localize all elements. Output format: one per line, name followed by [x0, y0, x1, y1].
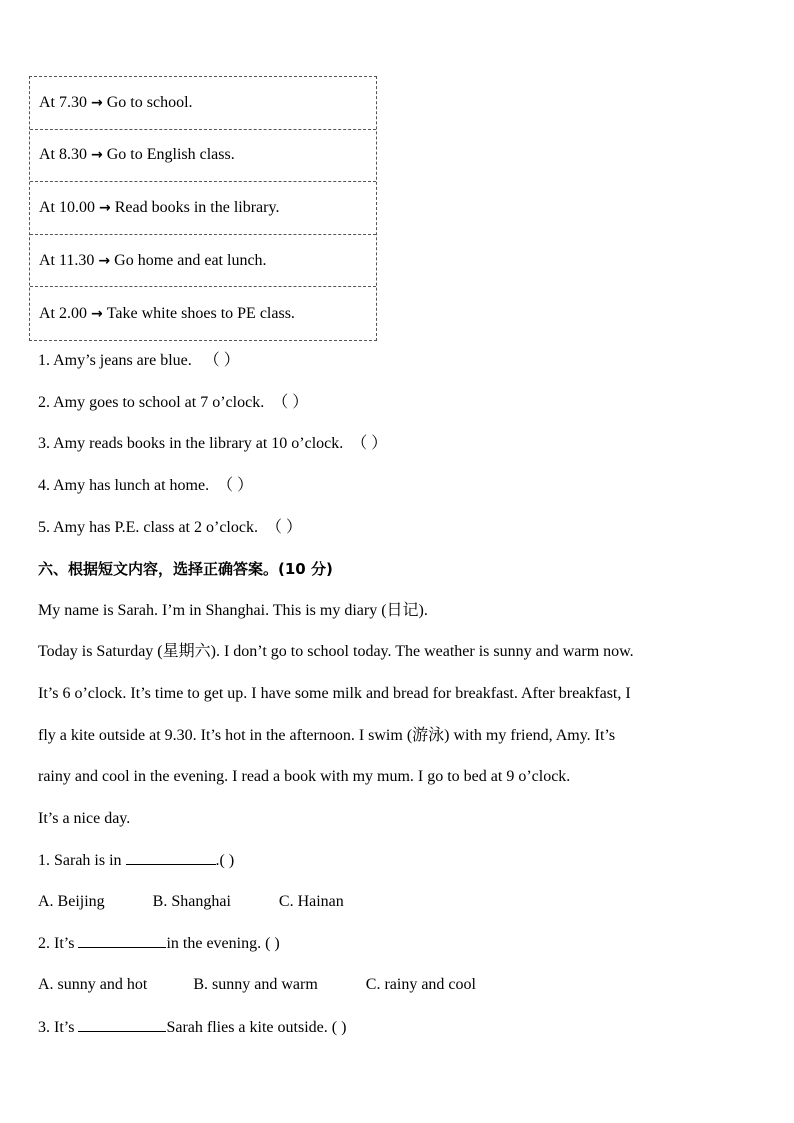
right-arrow-icon: →	[99, 199, 111, 216]
right-arrow-icon: →	[91, 305, 103, 322]
passage-line: rainy and cool in the evening. I read a book with my mum. I go to bed at 9 o’clock.	[38, 768, 571, 785]
schedule-activity: Read books in the library.	[114, 198, 280, 216]
schedule-row	[30, 287, 376, 340]
true-false-item: 5. Amy has P.E. class at 2 o’clock. （ ）	[38, 519, 302, 536]
answer-parentheses[interactable]: （ ）	[217, 477, 254, 494]
schedule-time: At 11.30	[39, 251, 95, 269]
true-false-item: 4. Amy has lunch at home. （ ）	[38, 477, 254, 494]
schedule-time: At 10.00	[39, 198, 95, 216]
answer-parentheses[interactable]: （ ）	[272, 394, 309, 411]
schedule-time: At 2.00	[39, 304, 87, 322]
schedule-row	[30, 130, 376, 183]
answer-blank[interactable]	[78, 933, 166, 948]
question-3: 3. It’s Sarah flies a kite outside. ( )	[38, 1019, 347, 1036]
right-arrow-icon: →	[91, 147, 103, 164]
schedule-time: At 8.30	[39, 146, 87, 164]
option-b[interactable]: B. Shanghai	[152, 893, 231, 910]
option-a[interactable]: A. Beijing	[38, 893, 105, 910]
question-1: 1. Sarah is in .( )	[38, 852, 235, 869]
schedule-row	[30, 235, 376, 288]
schedule-row	[30, 77, 376, 130]
option-c[interactable]: C. rainy and cool	[365, 976, 476, 993]
passage-line: It’s a nice day.	[38, 810, 131, 827]
schedule-activity: Go home and eat lunch.	[114, 251, 267, 269]
passage-line: My name is Sarah. I’m in Shanghai. This is my diary (日记).	[38, 602, 428, 619]
question-1-options	[38, 892, 344, 912]
true-false-item: 1. Amy’s jeans are blue. （ ）	[38, 352, 240, 369]
passage-line: fly a kite outside at 9.30. It’s hot in the afternoon. I swim (游泳) with my friend, Amy. It’s	[38, 727, 616, 744]
option-c[interactable]: C. Hainan	[278, 893, 344, 910]
schedule-table	[29, 76, 377, 341]
section-heading: 六、根据短文内容，选择正确答案。(10 分)	[38, 560, 333, 578]
schedule-activity: Go to school.	[106, 93, 193, 111]
option-b[interactable]: B. sunny and warm	[193, 976, 318, 993]
true-false-item: 2. Amy goes to school at 7 o’clock. （ ）	[38, 394, 309, 411]
right-arrow-icon: →	[91, 94, 103, 111]
answer-parentheses[interactable]: （ ）	[265, 519, 302, 536]
passage-line: It’s 6 o’clock. It’s time to get up. I have some milk and bread for breakfast. After breakfast, I	[38, 685, 631, 702]
true-false-item: 3. Amy reads books in the library at 10 o’clock. （ ）	[38, 435, 388, 452]
answer-parentheses[interactable]: （ ）	[203, 352, 240, 369]
schedule-activity: Take white shoes to PE class.	[106, 304, 295, 322]
schedule-time: At 7.30	[39, 93, 87, 111]
answer-blank[interactable]	[126, 850, 216, 865]
right-arrow-icon: →	[98, 252, 111, 269]
answer-blank[interactable]	[78, 1017, 166, 1032]
passage-line: Today is Saturday (星期六). I don’t go to school today. The weather is sunny and warm now.	[38, 643, 634, 660]
schedule-row	[30, 182, 376, 235]
option-a[interactable]: A. sunny and hot	[38, 976, 148, 993]
answer-parentheses[interactable]: （ ）	[351, 435, 388, 452]
question-2: 2. It’s in the evening. ( )	[38, 935, 280, 952]
schedule-activity: Go to English class.	[106, 146, 235, 164]
question-2-options	[38, 975, 476, 995]
